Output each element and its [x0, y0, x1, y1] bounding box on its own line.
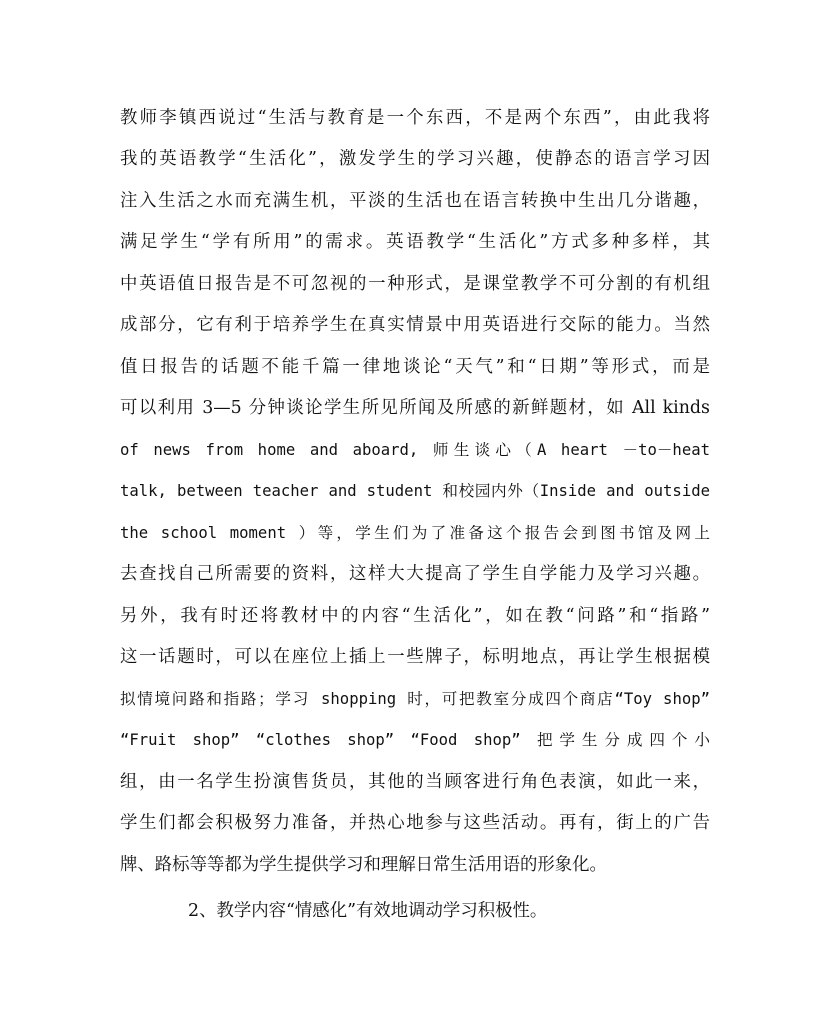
paragraph-line-12: 去查找自己所需要的资料，这样大大提高了学生自学能力及学习兴趣。 [120, 564, 710, 584]
paragraph-line-15: 拟情境问路和指路；学习 shopping 时，可把教室分成四个商店“Toy shop” [120, 690, 710, 708]
paragraph-line-4: 满足学生“学有所用”的需求。英语教学“生活化”方式多种多样，其 [120, 232, 710, 252]
paragraph-line-3: 注入生活之水而充满生机，平淡的生活也在语言转换中生出几分谐趣， [120, 191, 710, 211]
section-heading: 2、教学内容“情感化”有效地调动学习积极性。 [188, 901, 548, 921]
paragraph-line-9: of news from home and aboard, 师生谈心（A heart －to－heat [120, 441, 710, 459]
paragraph-line-6: 成部分，它有利于培养学生在真实情景中用英语进行交际的能力。当然 [120, 315, 710, 335]
paragraph-line-2: 我的英语教学“生活化”，激发学生的学习兴趣，使静态的语言学习因 [120, 149, 710, 169]
paragraph-line-17: 组，由一名学生扮演售货员，其他的当顾客进行角色表演，如此一来， [120, 772, 710, 792]
paragraph-line-10: talk, between teacher and student 和校园内外（Inside and outside [120, 482, 710, 500]
paragraph-line-5: 中英语值日报告是不可忽视的一种形式，是课堂教学不可分割的有机组 [120, 274, 710, 294]
paragraph-line-8: 可以利用 3—5 分钟谈论学生所见所闻及所感的新鲜题材，如 All kinds [120, 398, 710, 418]
paragraph-line-1: 教师李镇西说过“生活与教育是一个东西，不是两个东西”，由此我将 [120, 108, 710, 128]
paragraph-line-13: 另外，我有时还将教材中的内容“生活化”，如在教“问路”和“指路” [120, 606, 710, 626]
paragraph-line-11: the school moment ）等，学生们为了准备这个报告会到图书馆及网上 [120, 524, 710, 542]
paragraph-line-14: 这一话题时，可以在座位上插上一些牌子，标明地点，再让学生根据模 [120, 647, 710, 667]
paragraph-line-16: “Fruit shop” “clothes shop” “Food shop” 把学生分成四个小 [120, 731, 710, 749]
paragraph-line-18: 学生们都会积极努力准备，并热心地参与这些活动。再有，街上的广告 [120, 813, 710, 833]
paragraph-line-19: 牌、路标等等都为学生提供学习和理解日常生活用语的形象化。 [120, 855, 607, 875]
paragraph-line-7: 值日报告的话题不能千篇一律地谈论“天气”和“日期”等形式，而是 [120, 357, 710, 377]
